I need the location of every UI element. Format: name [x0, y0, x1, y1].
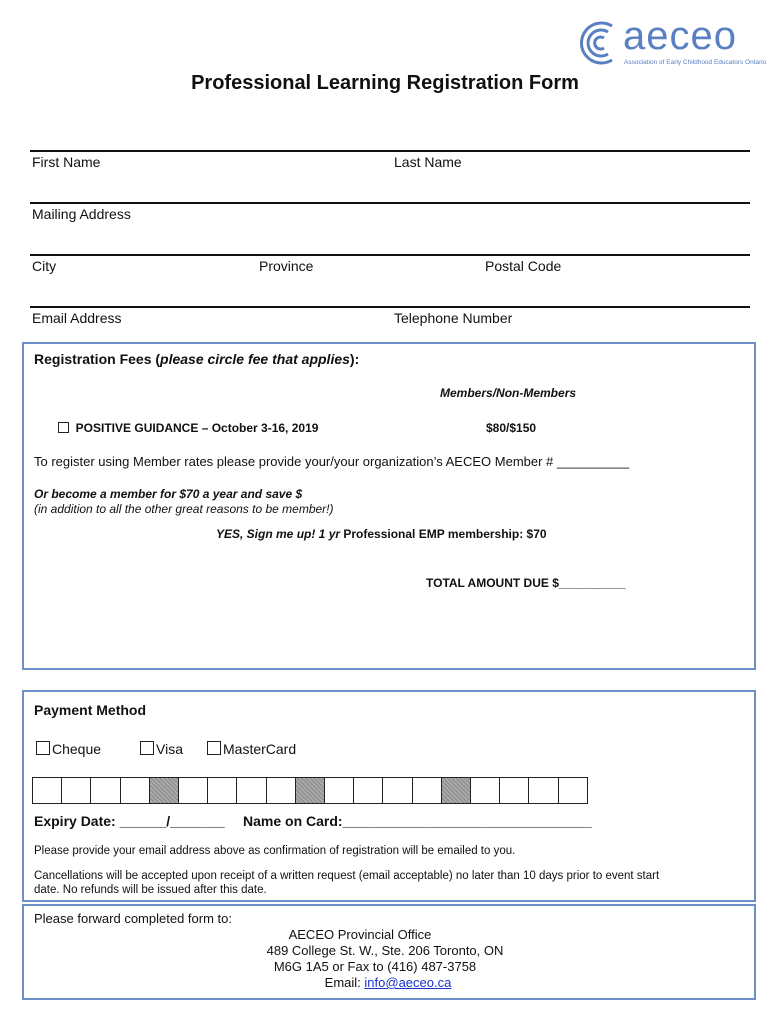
event-checkbox[interactable] [58, 422, 69, 433]
divider [30, 306, 750, 308]
members-columns-label: Members/Non-Members [440, 386, 577, 400]
city-label: City [32, 258, 57, 274]
card-separator-box [442, 778, 471, 803]
payment-option-cheque[interactable]: Cheque [36, 741, 101, 757]
visa-checkbox[interactable] [140, 741, 154, 755]
page-title: Professional Learning Registration Form [191, 72, 579, 94]
forward-heading: Please forward completed form to: [34, 911, 232, 926]
card-number-boxes[interactable] [32, 777, 588, 804]
card-digit-box[interactable] [413, 778, 442, 803]
logo-wordmark: aeceo [623, 14, 737, 58]
payment-option-mastercard[interactable]: MasterCard [207, 741, 296, 757]
name-on-card-field[interactable]: Name on Card:________________________________ [243, 813, 592, 829]
card-digit-box[interactable] [529, 778, 558, 803]
office-address-line2: M6G 1A5 or Fax to (416) 487-3758 [273, 959, 477, 974]
first-name-label: First Name [32, 154, 101, 170]
cancellation-note-line1: Cancellations will be accepted upon receipt of a written request (email acceptable) no later than 10 days prior to event start [34, 870, 660, 882]
office-email-line: Email: info@aeceo.ca [324, 975, 452, 990]
payment-option-visa[interactable]: Visa [140, 741, 183, 757]
office-name: AECEO Provincial Office [288, 927, 432, 942]
membership-signup: YES, Sign me up! 1 yr Professional EMP membership: $70 [216, 527, 547, 541]
card-digit-box[interactable] [208, 778, 237, 803]
logo-tagline: Association of Early Childhood Educators Ontario [624, 59, 767, 66]
event-price: $80/$150 [486, 421, 537, 435]
card-digit-box[interactable] [383, 778, 412, 803]
telephone-label: Telephone Number [394, 310, 513, 326]
confirmation-note: Please provide your email address above as confirmation of registration will be emailed to you. [34, 845, 516, 857]
postal-code-label: Postal Code [485, 258, 562, 274]
mailing-address-label: Mailing Address [32, 206, 131, 222]
member-rates-note: To register using Member rates please provide your/your organization’s AECEO Member # __________ [34, 454, 630, 469]
office-email-link[interactable]: info@aeceo.ca [364, 975, 452, 990]
card-digit-box[interactable] [121, 778, 150, 803]
payment-heading: Payment Method [34, 702, 147, 718]
card-digit-box[interactable] [325, 778, 354, 803]
card-digit-box[interactable] [267, 778, 296, 803]
expiry-date-field[interactable]: Expiry Date: ______/_______ [34, 813, 225, 829]
become-member-text: Or become a member for $70 a year and save $ [34, 487, 303, 501]
office-address-line1: 489 College St. W., Ste. 206 Toronto, ON [266, 943, 504, 958]
card-digit-box[interactable] [91, 778, 120, 803]
card-digit-box[interactable] [33, 778, 62, 803]
card-digit-box[interactable] [500, 778, 529, 803]
card-digit-box[interactable] [62, 778, 91, 803]
card-separator-box [150, 778, 179, 803]
become-member-subtext: (in addition to all the other great reasons to be member!) [34, 502, 334, 516]
card-digit-box[interactable] [237, 778, 266, 803]
card-separator-box [296, 778, 325, 803]
card-digit-box[interactable] [179, 778, 208, 803]
total-amount-due: TOTAL AMOUNT DUE $__________ [426, 576, 626, 590]
card-digit-box[interactable] [354, 778, 383, 803]
last-name-label: Last Name [394, 154, 462, 170]
mastercard-checkbox[interactable] [207, 741, 221, 755]
fees-heading: Registration Fees (please circle fee that applies): [34, 351, 360, 367]
cheque-checkbox[interactable] [36, 741, 50, 755]
card-digit-box[interactable] [559, 778, 587, 803]
divider [30, 150, 750, 152]
province-label: Province [259, 258, 314, 274]
cancellation-note-line2: date. No refunds will be issued after this date. [34, 884, 267, 896]
card-digit-box[interactable] [471, 778, 500, 803]
divider [30, 202, 750, 204]
divider [30, 254, 750, 256]
email-address-label: Email Address [32, 310, 122, 326]
event-option[interactable]: POSITIVE GUIDANCE – October 3-16, 2019 [58, 421, 318, 435]
